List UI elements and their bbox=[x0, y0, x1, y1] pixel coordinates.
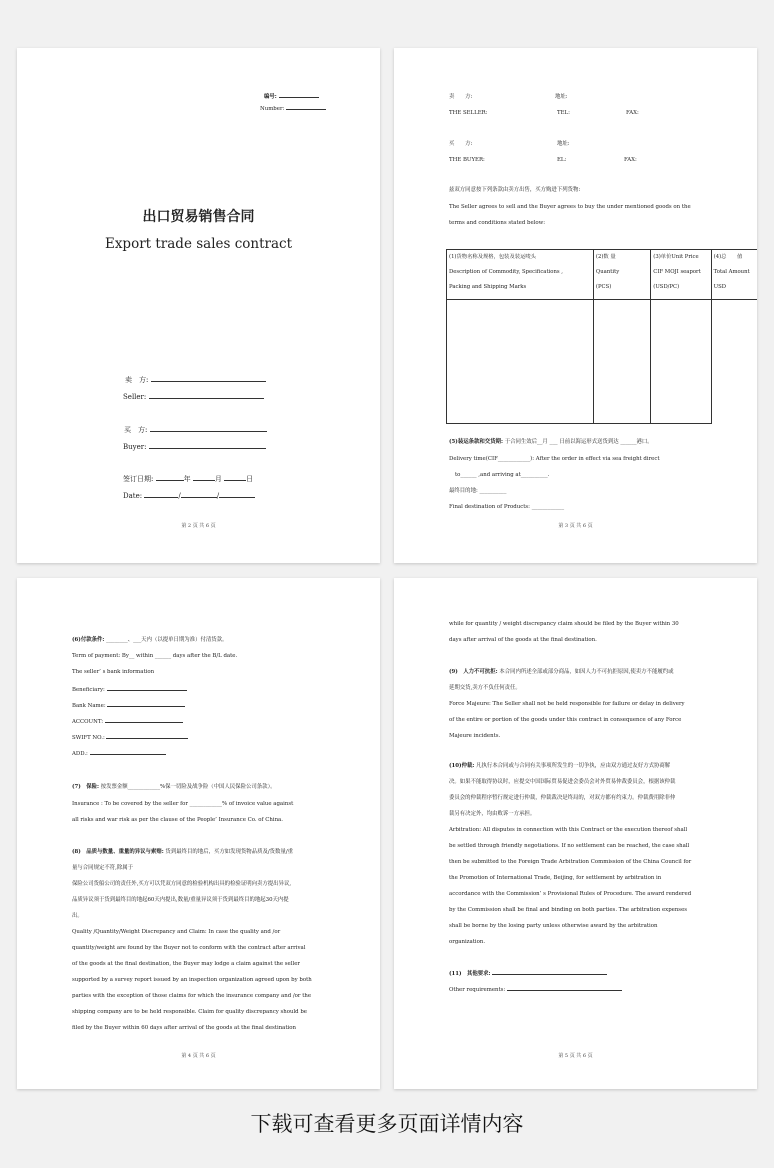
section-8-cn-2: 量与合同规定不符,除属于 bbox=[72, 865, 134, 871]
section-11-en-label: Other requirements: bbox=[449, 987, 506, 993]
swift-row bbox=[72, 732, 188, 742]
header-cell-line: (4)总 值 bbox=[713, 254, 743, 260]
section-6-title: (6)付款条件: bbox=[72, 637, 105, 643]
number-row bbox=[260, 103, 326, 113]
section-11-en-line bbox=[507, 984, 622, 991]
section-9-title: (9) 人力不可抗拒: bbox=[449, 669, 498, 675]
section-8-en-4: supported by a survey report issued by an inspection organization agreed upon by both bbox=[72, 977, 312, 983]
header-cell-line: (3)单价Unit Price bbox=[653, 254, 699, 260]
agree-en-2: terms and conditions stated below: bbox=[449, 220, 546, 226]
section-6-cn: ________、___天内（以提单日期为准）付清货款。 bbox=[106, 637, 228, 643]
title-cn: 出口贸易销售合同 bbox=[142, 209, 255, 225]
account-label: ACCOUNT: bbox=[72, 719, 104, 725]
header-quantity bbox=[593, 250, 650, 300]
beneficiary-line bbox=[107, 684, 187, 691]
bank-name-row bbox=[72, 700, 185, 710]
section-7-title: (7) 保险: bbox=[72, 784, 100, 790]
page-parties-goods bbox=[394, 48, 757, 563]
header-total bbox=[711, 250, 757, 300]
section-7-cn: 按发票金额____________%保一切险及战争险（中国人民保险公司条款）。 bbox=[100, 784, 276, 790]
section-10-en-2: be settled through friendly negotiations. If no settlement can be reached, the case shall bbox=[449, 843, 690, 849]
section-5-title: (5)装运条款和交货期: bbox=[449, 439, 503, 445]
buyer-en-row bbox=[123, 440, 266, 451]
date-line-3 bbox=[219, 489, 255, 498]
contract-no-label: 编号: bbox=[264, 94, 277, 100]
section-6-cn-row bbox=[72, 636, 227, 644]
swift-label: SWIFT NO.: bbox=[72, 735, 105, 741]
month-line bbox=[193, 472, 215, 481]
section-8-cn-1: 货到最终目的地后，买方如发现货物品质及/货数量/重 bbox=[165, 849, 294, 855]
section-8-title: (8) 品质与数量、重量的异议与索赔: bbox=[72, 849, 164, 855]
section-11-title: (11) 其他要求: bbox=[449, 971, 491, 977]
cell-description bbox=[447, 300, 594, 424]
section-10-en-3: then be submitted to the Foreign Trade Arbitration Commission of the China Council for bbox=[449, 859, 692, 865]
sign-date-row bbox=[123, 472, 253, 484]
goods-table-header bbox=[447, 250, 758, 300]
seller-cn-row bbox=[125, 373, 266, 385]
header-description bbox=[447, 250, 594, 300]
header-cell-line: (2)数 量 bbox=[595, 254, 616, 260]
section-8-en-3: of the goods at the final destination, the Buyer may lodge a claim against the seller bbox=[72, 961, 300, 967]
account-row bbox=[72, 716, 183, 726]
section-10-en-1: Arbitration: All disputes in connection with this Contract or the execution thereof shall bbox=[449, 827, 688, 833]
cell-total bbox=[711, 300, 757, 424]
section-9-en-1: Force Majeure: The Seller shall not be held responsible for failure or delay in delivery bbox=[449, 701, 685, 707]
date-line-1 bbox=[144, 489, 178, 498]
section-9-en-3: Majeure incidents. bbox=[449, 733, 501, 739]
section-8-en-6: shipping company are to be held responsible. Claim for quality discrepancy should be bbox=[72, 1009, 307, 1015]
section-9-cn-row bbox=[449, 668, 674, 676]
section-10-cn-1: 凡执行本合同或与合同有关事项所发生的一切争执，应由双方通过友好方式协商解 bbox=[476, 763, 671, 769]
header-cell-line: Quantity bbox=[595, 269, 620, 275]
page-footer: 第 4 页 共 6 页 bbox=[181, 1053, 216, 1059]
seller-cn-label: 卖 方: bbox=[125, 376, 149, 384]
buyer-address-label: 地址: bbox=[557, 141, 570, 147]
header-cell-line: Total Amount bbox=[713, 269, 750, 275]
section-10-en-6: by the Commission shall be final and binding on both parties. The arbitration expenses bbox=[449, 907, 688, 913]
page-payment-insurance bbox=[17, 578, 380, 1089]
section-10-en-4: the Promotion of International Trade, Beijing, for settlement by arbitration in bbox=[449, 875, 662, 881]
date-en-label: Date: bbox=[123, 492, 143, 500]
page-footer: 第 2 页 共 6 页 bbox=[181, 523, 216, 529]
buyer-cn-row bbox=[124, 423, 267, 435]
section-6-line-1: Term of payment: By__ within ______ days after the B/L date. bbox=[72, 653, 238, 659]
section-5-dest-cn: 最终目的地: __________ bbox=[449, 488, 507, 494]
section-10-cn-2: 决。如果不能取得协议时，应提交中国国际贸易促进会委员会对外贸易仲裁委员会，根据该仲裁 bbox=[449, 779, 676, 785]
add-line bbox=[90, 748, 166, 755]
contract-no-row bbox=[264, 91, 319, 101]
agree-cn: 兹双方同意按下列条款由卖方出售，买方购进下列货物: bbox=[449, 187, 581, 193]
buyer-en-label: Buyer: bbox=[123, 443, 147, 451]
continued-line-2: days after arrival of the goods at the final destination. bbox=[449, 637, 597, 643]
section-10-cn-3: 委员会的仲裁程序暂行规定进行仲裁，仲裁裁决是终局的，对双方都有约束力。仲裁费用除非仲 bbox=[449, 795, 676, 801]
sign-date-label: 签订日期: bbox=[123, 475, 154, 483]
date-en-row: Date: / / bbox=[123, 489, 255, 500]
section-8-cn-5: 出。 bbox=[72, 913, 83, 919]
goods-table bbox=[446, 249, 757, 424]
section-5-en-1: Delivery time(CIF____________): After the order in effect via sea freight direct bbox=[449, 456, 660, 462]
month-label: 月 bbox=[214, 475, 222, 483]
account-line bbox=[105, 716, 183, 723]
title-en: Export trade sales contract bbox=[104, 236, 293, 252]
seller-en-row bbox=[123, 390, 264, 401]
section-10-title: (10)仲裁: bbox=[449, 763, 475, 769]
section-5-en-2: to______ ,and arriving at__________. bbox=[455, 472, 550, 478]
section-8-en-7: filed by the Buyer within 60 days after arrival of the goods at the final destination bbox=[72, 1025, 296, 1031]
beneficiary-row bbox=[72, 684, 187, 694]
day-label: 日 bbox=[246, 475, 254, 483]
number-label: Number: bbox=[260, 106, 285, 112]
buyer-fax-label: FAX: bbox=[624, 157, 637, 163]
section-9-cn-2: 延期交货,卖方不负任何责任。 bbox=[449, 685, 521, 691]
buyer-en-label: THE BUYER: bbox=[449, 157, 485, 163]
section-11-cn-row bbox=[449, 968, 607, 978]
section-8-en-1: Quality /Quantity/Weight Discrepancy and Claim: In case the quality and /or bbox=[72, 929, 281, 935]
section-9-cn-1: 本合同内所述全部或部分商品，如因人力不可抗拒原因,使卖方不能履约或 bbox=[499, 669, 674, 675]
section-5-dest-en: Final destination of Products: ____________ bbox=[449, 504, 565, 510]
seller-tel-label: TEL: bbox=[557, 110, 570, 116]
section-11-en-row bbox=[449, 984, 622, 994]
swift-line bbox=[106, 732, 188, 739]
seller-address-label: 地址: bbox=[555, 94, 568, 100]
section-11-cn-line bbox=[492, 968, 607, 975]
section-7-cn-row bbox=[72, 783, 276, 791]
section-10-cn-row bbox=[449, 762, 670, 770]
section-10-en-5: accordance with the Commission’ s Provisional Rules of Procedure. The award rendered bbox=[449, 891, 692, 897]
day-line bbox=[224, 472, 246, 481]
page-footer: 第 5 页 共 6 页 bbox=[558, 1053, 593, 1059]
year-line bbox=[156, 472, 184, 481]
section-7-en-2: all risks and war risk as per the clause of the People’ Insurance Co. of China. bbox=[72, 817, 283, 823]
section-10-en-7: shall be borne by the losing party unless otherwise award by the arbitration bbox=[449, 923, 658, 929]
page-cover bbox=[17, 48, 380, 563]
section-10-en-8: organization. bbox=[449, 939, 486, 945]
header-cell-line: Packing and Shipping Marks bbox=[449, 284, 527, 290]
seller-en-label: Seller: bbox=[123, 393, 147, 401]
page-footer: 第 3 页 共 6 页 bbox=[558, 523, 593, 529]
header-cell-line: (1)货物名称及规格，包装及装运唛头 bbox=[449, 254, 536, 260]
beneficiary-label: Beneficiary: bbox=[72, 687, 105, 693]
download-caption: 下载可查看更多页面详情内容 bbox=[250, 1112, 524, 1136]
section-8-cn-row bbox=[72, 848, 293, 856]
header-cell-line: (USD/PC) bbox=[653, 284, 680, 290]
header-cell-line: Description of Commodity, Specifications , bbox=[449, 269, 563, 275]
buyer-cn-label: 买 方: bbox=[124, 426, 148, 434]
buyer-en-line bbox=[149, 440, 266, 449]
section-8-en-2: quantity/weight are found by the Buyer not to conform with the contract after arrival bbox=[72, 945, 306, 951]
bank-name-label: Bank Name: bbox=[72, 703, 106, 709]
year-label: 年 bbox=[183, 475, 191, 483]
section-9-en-2: of the entire or portion of the goods under this contract in consequence of any Force bbox=[449, 717, 682, 723]
header-cell-line: CIF MOJI seaport bbox=[653, 269, 701, 275]
seller-fax-label: FAX: bbox=[626, 110, 639, 116]
page-force-majeure-arbitration bbox=[394, 578, 757, 1089]
buyer-el-label: EL: bbox=[557, 157, 567, 163]
goods-table-row bbox=[447, 300, 758, 424]
seller-en-line bbox=[149, 390, 264, 399]
add-row bbox=[72, 748, 166, 758]
seller-cn-line bbox=[151, 373, 266, 382]
section-6-line-2: The seller’ s bank information bbox=[72, 669, 155, 675]
number-line bbox=[286, 103, 326, 110]
continued-line-1: while for quantity / weight discrepancy claim should be filed by the Buyer within 30 bbox=[449, 621, 679, 627]
section-8-cn-3: 保险公司货船公司的责任外,买方可以凭双方同意的检验机构出具的检验证明向卖方提出异议, bbox=[72, 881, 292, 887]
cell-unit-price bbox=[651, 300, 711, 424]
date-line-2 bbox=[181, 489, 217, 498]
bank-name-line bbox=[107, 700, 185, 707]
agree-en-1: The Seller agrees to sell and the Buyer agrees to buy the under mentioned goods on the bbox=[449, 204, 691, 210]
section-8-cn-4: 品质异议须于货到最终目的地起60天内提出,数量/重量异议须于货到最终目的地起30天内提 bbox=[72, 897, 289, 903]
header-cell-line: (PCS) bbox=[595, 284, 612, 290]
section-10-cn-4: 裁另有决定外，均由败诉一方承担。 bbox=[449, 811, 536, 817]
section-5-cn-row bbox=[449, 438, 653, 446]
section-5-cn: 于合同生效后__月 ___ 日前以海运形式送货到达 ______港口。 bbox=[504, 439, 653, 445]
add-label: ADD.: bbox=[72, 751, 88, 757]
seller-cn-label: 卖 方: bbox=[449, 94, 473, 100]
cell-quantity bbox=[593, 300, 650, 424]
section-7-en-1: Insurance : To be covered by the seller for ____________% of invoice value against bbox=[72, 801, 294, 807]
seller-en-label: THE SELLER: bbox=[449, 110, 488, 116]
header-unit-price bbox=[651, 250, 711, 300]
section-8-en-5: parties with the exception of those claims for which the insurance company and /or the bbox=[72, 993, 312, 999]
buyer-cn-line bbox=[150, 423, 267, 432]
contract-no-line bbox=[279, 91, 319, 98]
buyer-cn-label: 买 方: bbox=[449, 141, 473, 147]
header-cell-line: USD bbox=[713, 284, 726, 290]
